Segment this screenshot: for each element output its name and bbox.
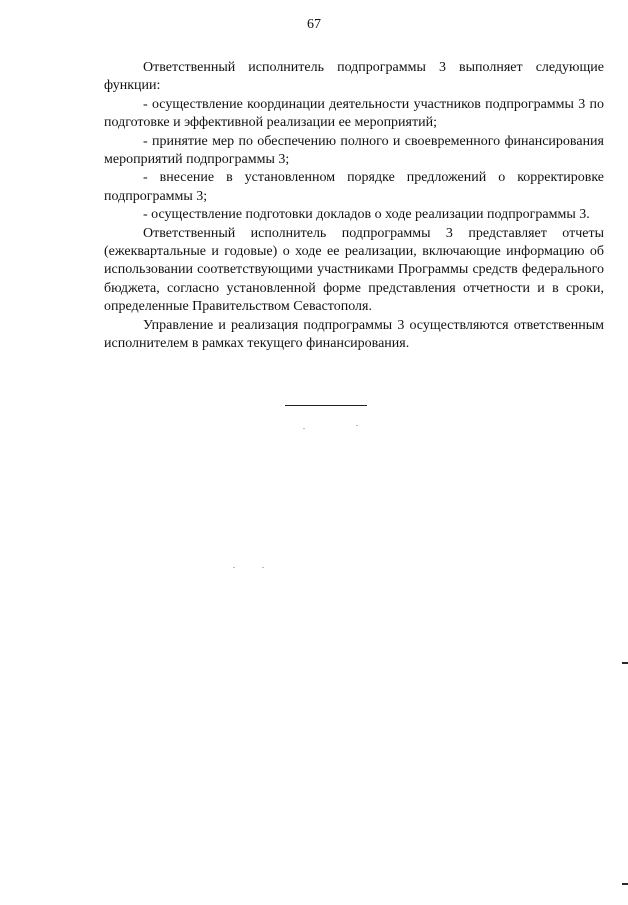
- scan-speck: [356, 425, 358, 426]
- scan-speck: [262, 567, 264, 568]
- reporting-paragraph: Ответственный исполнитель подпрограммы 3 представляет отчеты (ежеквартальные и годовые) о ходе ее реализации, включающие информацию об использовании соответствующими участниками Программы средств федерального бюджета, согласно установленной форме представления отчетности и в сроки, определенные Правительством Севастополя.: [104, 225, 604, 315]
- function-item-reports: - осуществление подготовки докладов о ходе реализации подпрограммы 3.: [143, 207, 590, 223]
- function-item-coordination: - осуществление координации деятельности участников подпрограммы 3 по подготовке и эффективной реализации ее мероприятий;: [104, 96, 604, 131]
- scan-speck: [233, 567, 235, 568]
- intro-paragraph: Ответственный исполнитель подпрограммы 3 выполняет следующие функции:: [104, 60, 604, 94]
- function-item-corrections: - внесение в установленном порядке предложений о корректировке подпрограммы 3;: [104, 170, 604, 204]
- document-body: [104, 59, 604, 354]
- scan-edge-mark: [622, 883, 628, 885]
- end-divider: [285, 405, 367, 406]
- function-item-financing: - принятие мер по обеспечению полного и своевременного финансирования мероприятий подпрограммы 3;: [104, 133, 604, 168]
- scan-edge-mark: [622, 662, 628, 664]
- page-number: 67: [307, 17, 321, 32]
- scan-speck: [303, 428, 305, 429]
- management-paragraph: Управление и реализация подпрограммы 3 осуществляются ответственным исполнителем в рамках текущего финансирования.: [104, 317, 604, 352]
